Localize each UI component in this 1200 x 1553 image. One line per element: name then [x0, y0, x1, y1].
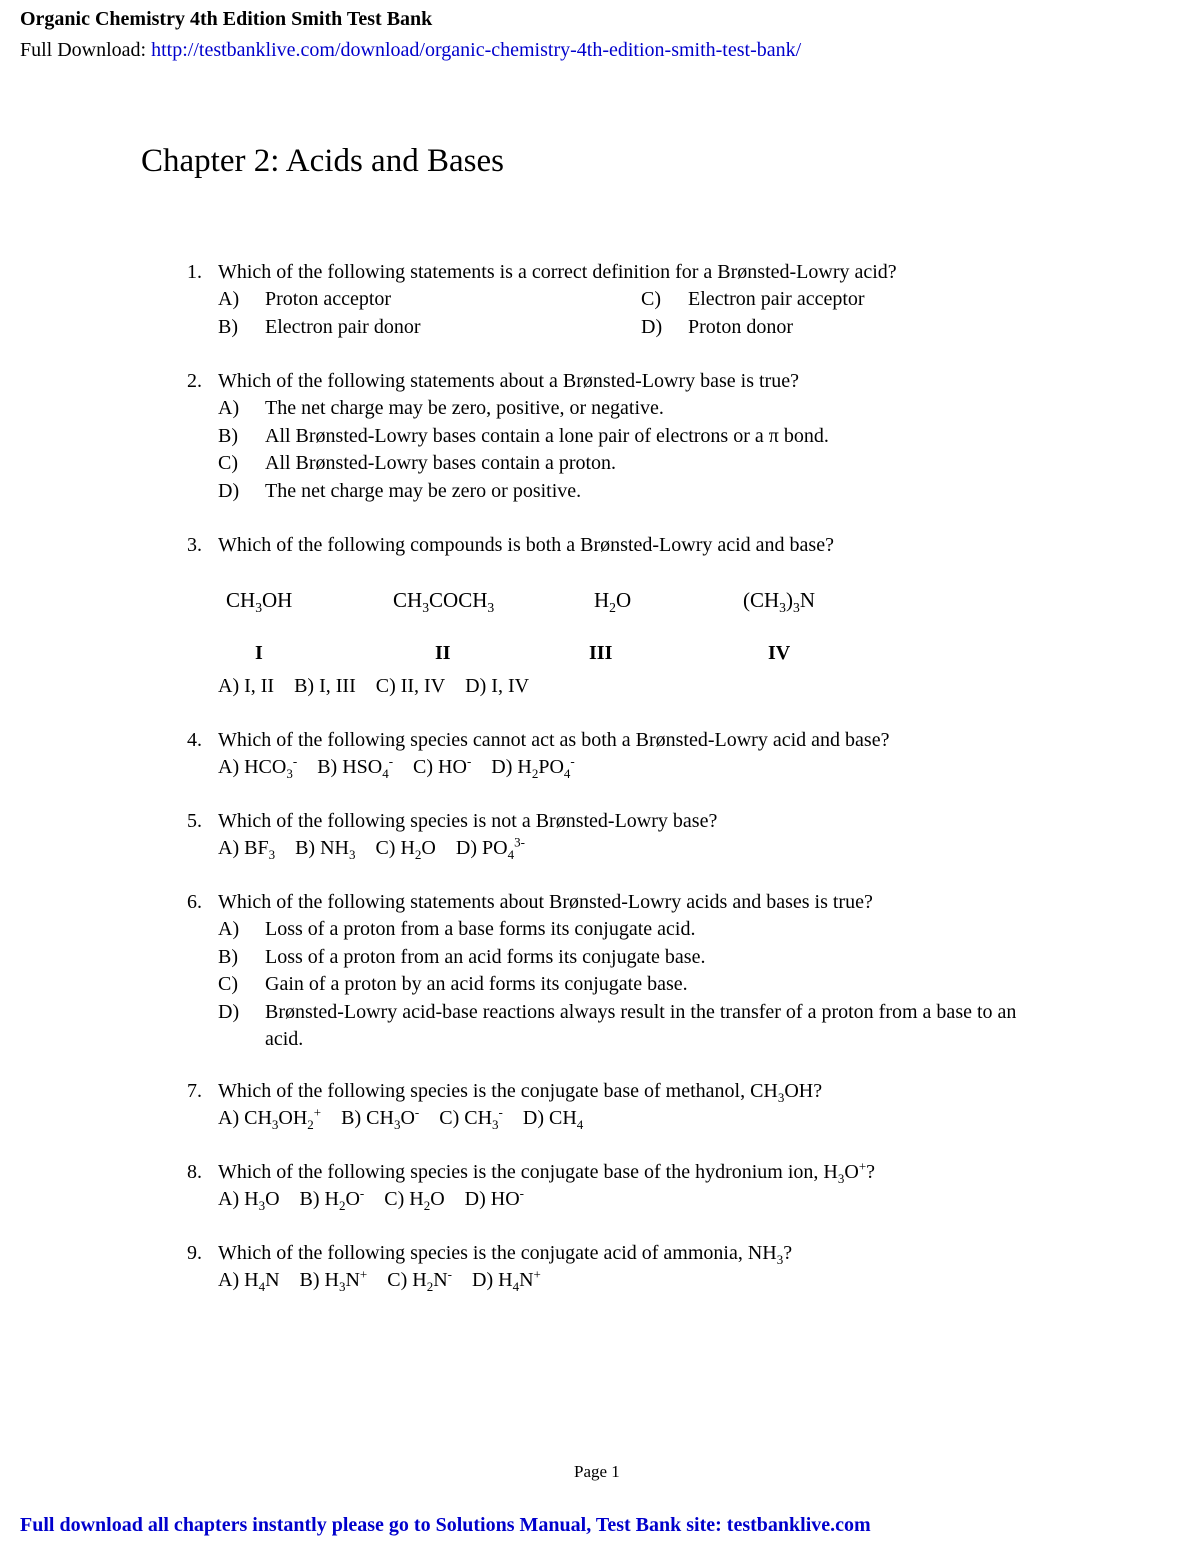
question-stem: Which of the following statements about Brønsted-Lowry acids and bases is true?	[218, 891, 873, 913]
option-c[interactable]: C) HO-	[413, 753, 472, 778]
option-c[interactable]: C) $H_2O$	[384, 1188, 445, 1213]
question-stem: Which of the following species cannot act as both a Brønsted-Lowry acid and base?	[218, 729, 890, 751]
option-text: Electron pair donor	[265, 315, 421, 338]
option-label: B)	[218, 315, 238, 338]
option-b[interactable]: B) $NH_3$	[295, 837, 356, 862]
compound-formula-4: $(CH_3)_3N$	[743, 588, 815, 616]
option-d[interactable]: D) HO-	[464, 1185, 525, 1210]
question-stem: Which of the following species is the conjugate acid of ammonia, $NH_3$?	[218, 1242, 793, 1267]
option-a[interactable]: A) I, II	[218, 675, 275, 697]
option-label: C)	[218, 973, 238, 995]
option-text: The net charge may be zero or positive.	[265, 479, 582, 502]
page-number: Page 1	[574, 1462, 620, 1481]
question-number: 9.	[187, 1242, 202, 1264]
compound-numeral-4: IV	[768, 642, 791, 664]
compound-formula-2: $CH_3COCH_3$	[393, 588, 495, 616]
option-text: Gain of a proton by an acid forms its conjugate base.	[265, 973, 688, 995]
option-b[interactable]: B) $H_3N^+$	[299, 1266, 368, 1294]
option-c[interactable]: C) $H_2N^-$	[387, 1266, 453, 1294]
option-label: D)	[218, 479, 240, 502]
question-number: 8.	[187, 1161, 202, 1183]
option-d[interactable]: D) I, IV	[465, 675, 530, 697]
option-text: All Brønsted-Lowry bases contain a proton.	[265, 452, 617, 474]
option-c[interactable]: C) $H_2O$	[375, 837, 436, 862]
option-label: A)	[218, 918, 240, 940]
option-a[interactable]: A) $HCO_3^-$	[218, 753, 298, 781]
chapter-title: Chapter 2: Acids and Bases	[141, 143, 504, 179]
question-stem: Which of the following statements is a correct definition for a Brønsted-Lowry acid?	[218, 261, 897, 283]
option-text: Proton acceptor	[265, 288, 392, 310]
option-a[interactable]: A) $H_4N$	[218, 1269, 280, 1294]
option-label: C)	[218, 452, 238, 474]
option-c[interactable]: C) $CH_3^-$	[439, 1104, 503, 1132]
question-stem: Which of the following statements about a Brønsted-Lowry base is true?	[218, 370, 799, 392]
compound-numeral-3: III	[589, 642, 613, 664]
question-number: 4.	[187, 729, 202, 751]
question-stem: Which of the following compounds is both a Brønsted-Lowry acid and base?	[218, 534, 834, 556]
question-number: 6.	[187, 891, 202, 913]
question-stem: Which of the following species is not a Brønsted-Lowry base?	[218, 810, 718, 832]
option-text: Electron pair acceptor	[688, 288, 865, 310]
option-label: A)	[218, 397, 240, 419]
compound-formula-1: $CH_3OH$	[226, 588, 293, 616]
download-label: Full Download:	[20, 39, 152, 61]
option-text: All Brønsted-Lowry bases contain a lone pair of electrons or a π bond.	[265, 424, 829, 447]
option-label: A)	[218, 288, 240, 310]
question-stem: Which of the following species is the conjugate base of methanol, $CH_3OH$?	[218, 1080, 823, 1105]
footer-promo: Full download all chapters instantly please go to Solutions Manual, Test Bank site: testbanklive.com	[20, 1514, 871, 1536]
question-number: 3.	[187, 534, 202, 556]
question-stem: Which of the following species is the conjugate base of the hydronium ion, $H_3O^+$?	[218, 1158, 876, 1186]
question-number: 2.	[187, 370, 202, 392]
option-d[interactable]: D) $H_2PO_4^-$	[491, 753, 575, 781]
option-text: Brønsted-Lowry acid-base reactions always result in the transfer of a proton from a base to an acid.	[265, 1000, 1017, 1050]
option-label: B)	[218, 424, 238, 447]
question-number: 1.	[187, 261, 202, 283]
question-number: 7.	[187, 1080, 202, 1102]
question-number: 5.	[187, 810, 202, 832]
option-label: D)	[641, 315, 663, 338]
option-label: D)	[218, 1000, 240, 1023]
option-b[interactable]: B) $CH_3O^-$	[341, 1104, 420, 1132]
download-link[interactable]: http://testbanklive.com/download/organic-chemistry-4th-edition-smith-test-bank/	[151, 39, 802, 61]
option-b[interactable]: B) I, III	[294, 675, 356, 697]
document-title: Organic Chemistry 4th Edition Smith Test Bank	[20, 8, 433, 30]
option-d[interactable]: D) $CH_4$	[522, 1107, 584, 1132]
option-label: B)	[218, 945, 238, 968]
option-label: C)	[641, 288, 661, 310]
option-text: Loss of a proton from a base forms its conjugate acid.	[265, 918, 696, 940]
option-text: Loss of a proton from an acid forms its conjugate base.	[265, 945, 706, 968]
option-a[interactable]: A) $BF_3$	[218, 837, 276, 862]
option-text: The net charge may be zero, positive, or negative.	[265, 397, 664, 419]
option-a[interactable]: A) $H_3O$	[218, 1188, 280, 1213]
option-b[interactable]: B) $H_2O^-$	[299, 1185, 365, 1213]
option-text: Proton donor	[688, 315, 793, 338]
compound-formula-3: $H_2O$	[594, 588, 632, 616]
download-line	[20, 39, 801, 62]
option-d[interactable]: D) $H_4N^+$	[472, 1266, 541, 1294]
option-c[interactable]: C) II, IV	[375, 675, 446, 697]
option-b[interactable]: B) $HSO_4^-$	[317, 753, 394, 781]
compound-numeral-2: II	[435, 642, 451, 664]
option-d[interactable]: D) $PO_4^{3-}$	[455, 834, 525, 862]
compound-numeral-1: I	[255, 642, 263, 664]
option-a[interactable]: A) $CH_3OH_2^+$	[218, 1104, 322, 1132]
